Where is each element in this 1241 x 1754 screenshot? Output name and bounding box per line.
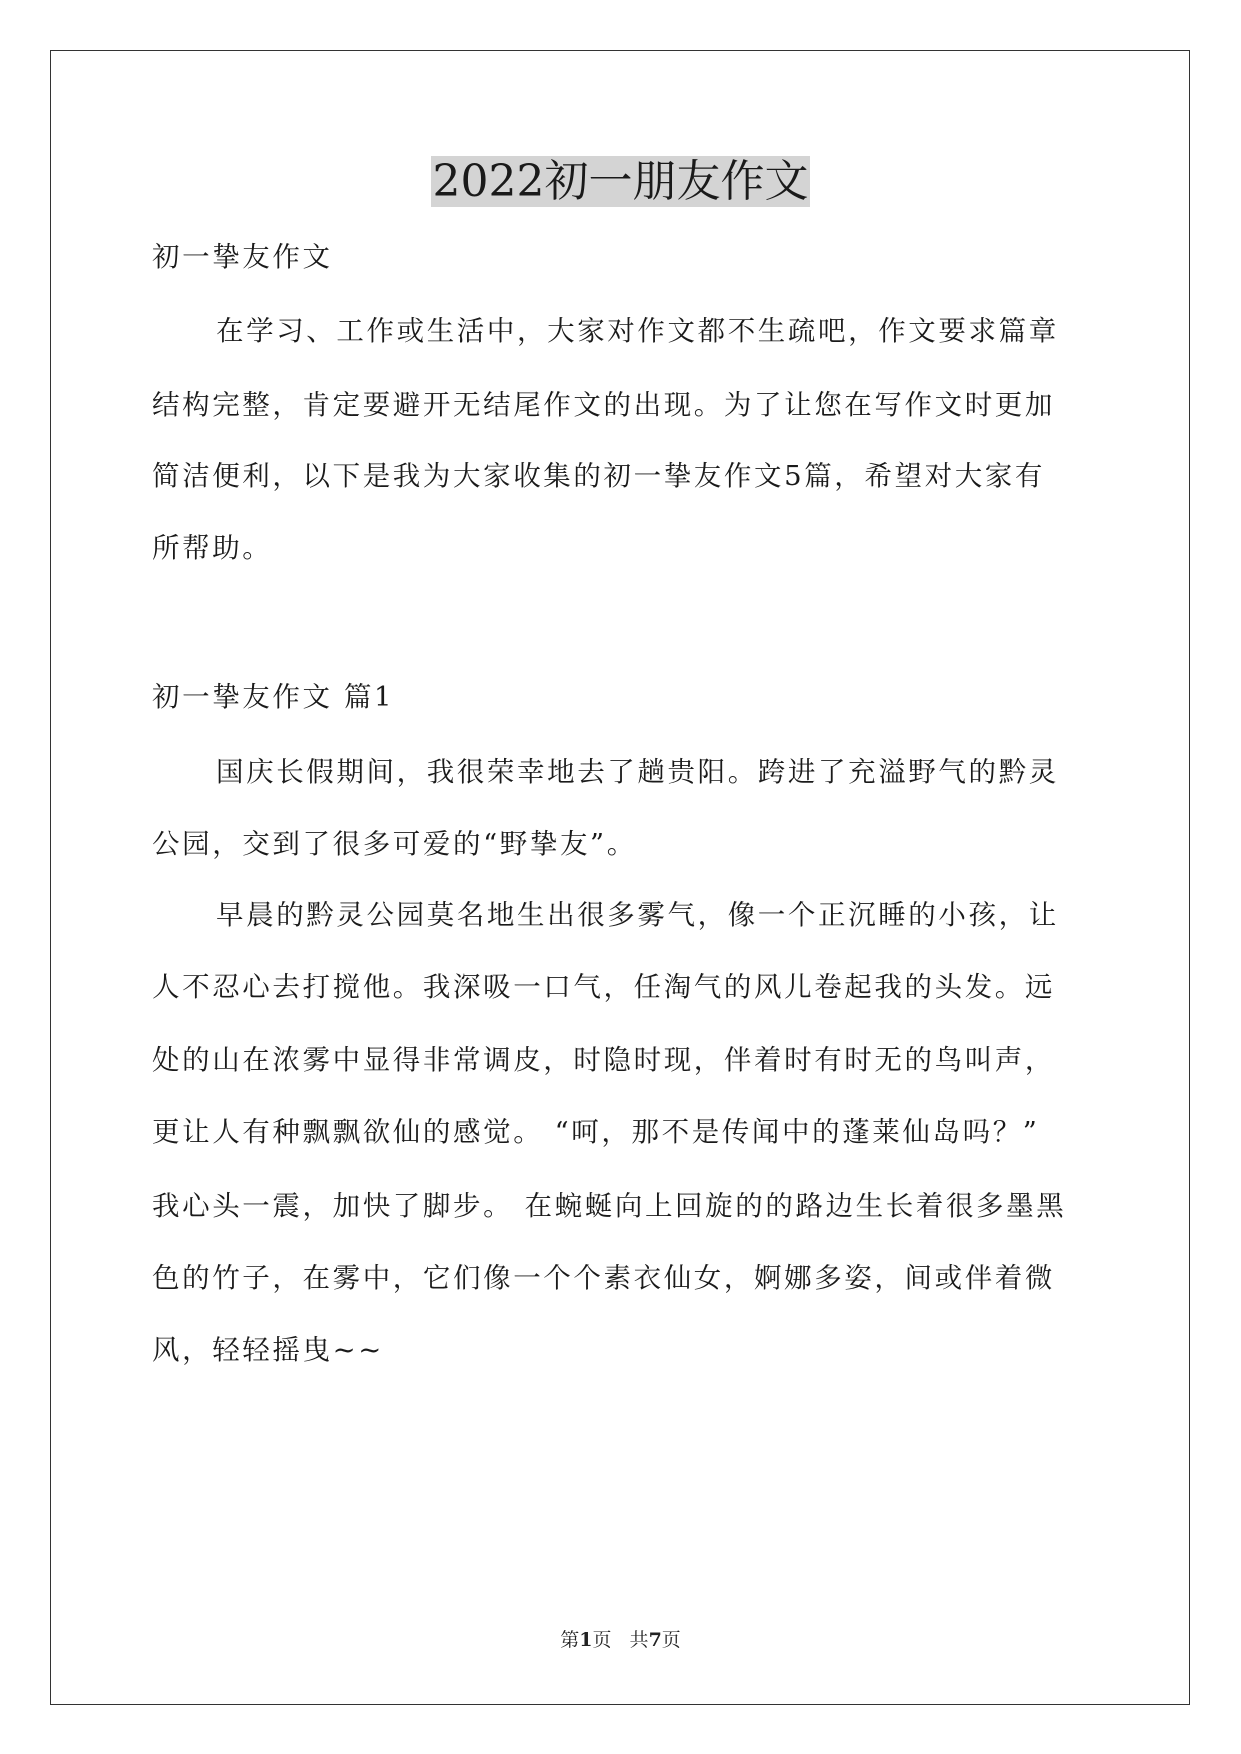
para2-line-3: 处的山在浓雾中显得非常调皮，时隐时现，伴着时有时无的鸟叫声，	[152, 1044, 1055, 1076]
para2-line-5: 我心头一震，加快了脚步。 在蜿蜒向上回旋的的路边生长着很多墨黑	[152, 1190, 1067, 1222]
current-page-number: 1	[579, 1629, 593, 1651]
para1-line-2: 公园，交到了很多可爱的“野挚友”。	[152, 828, 637, 860]
page-footer	[0, 1627, 1241, 1653]
total-pages-number: 7	[648, 1629, 662, 1651]
section-heading: 初一挚友作文 篇1	[152, 681, 395, 713]
para2-line-1: 早晨的黔灵公园莫名地生出很多雾气，像一个正沉睡的小孩，让	[216, 899, 1059, 931]
para2-line-4: 更让人有种飘飘欲仙的感觉。 “呵，那不是传闻中的蓬莱仙岛吗？”	[152, 1116, 1040, 1148]
para2-line-2: 人不忍心去打搅他。我深吸一口气，任淘气的风儿卷起我的头发。远	[152, 971, 1055, 1003]
footer-prefix: 第	[560, 1629, 580, 1651]
section-subtitle: 初一挚友作文	[152, 241, 333, 273]
para2-line-6: 色的竹子，在雾中，它们像一个个素衣仙女，婀娜多姿，间或伴着微	[152, 1262, 1055, 1294]
intro-line-4: 所帮助。	[152, 532, 273, 564]
title-highlight: 2022初一朋友作文	[432, 156, 809, 207]
page-border	[50, 50, 1190, 1705]
intro-line-1: 在学习、工作或生活中，大家对作文都不生疏吧，作文要求篇章	[216, 315, 1059, 347]
footer-middle: 页 共	[592, 1629, 649, 1651]
document-title	[0, 152, 1241, 212]
footer-suffix: 页	[661, 1629, 681, 1651]
intro-line-3: 简洁便利，以下是我为大家收集的初一挚友作文5篇，希望对大家有	[152, 460, 1045, 492]
para1-line-1: 国庆长假期间，我很荣幸地去了趟贵阳。跨进了充溢野气的黔灵	[216, 756, 1059, 788]
para2-line-7: 风，轻轻摇曳~~	[152, 1334, 384, 1366]
intro-line-2: 结构完整，肯定要避开无结尾作文的出现。为了让您在写作文时更加	[152, 389, 1055, 421]
